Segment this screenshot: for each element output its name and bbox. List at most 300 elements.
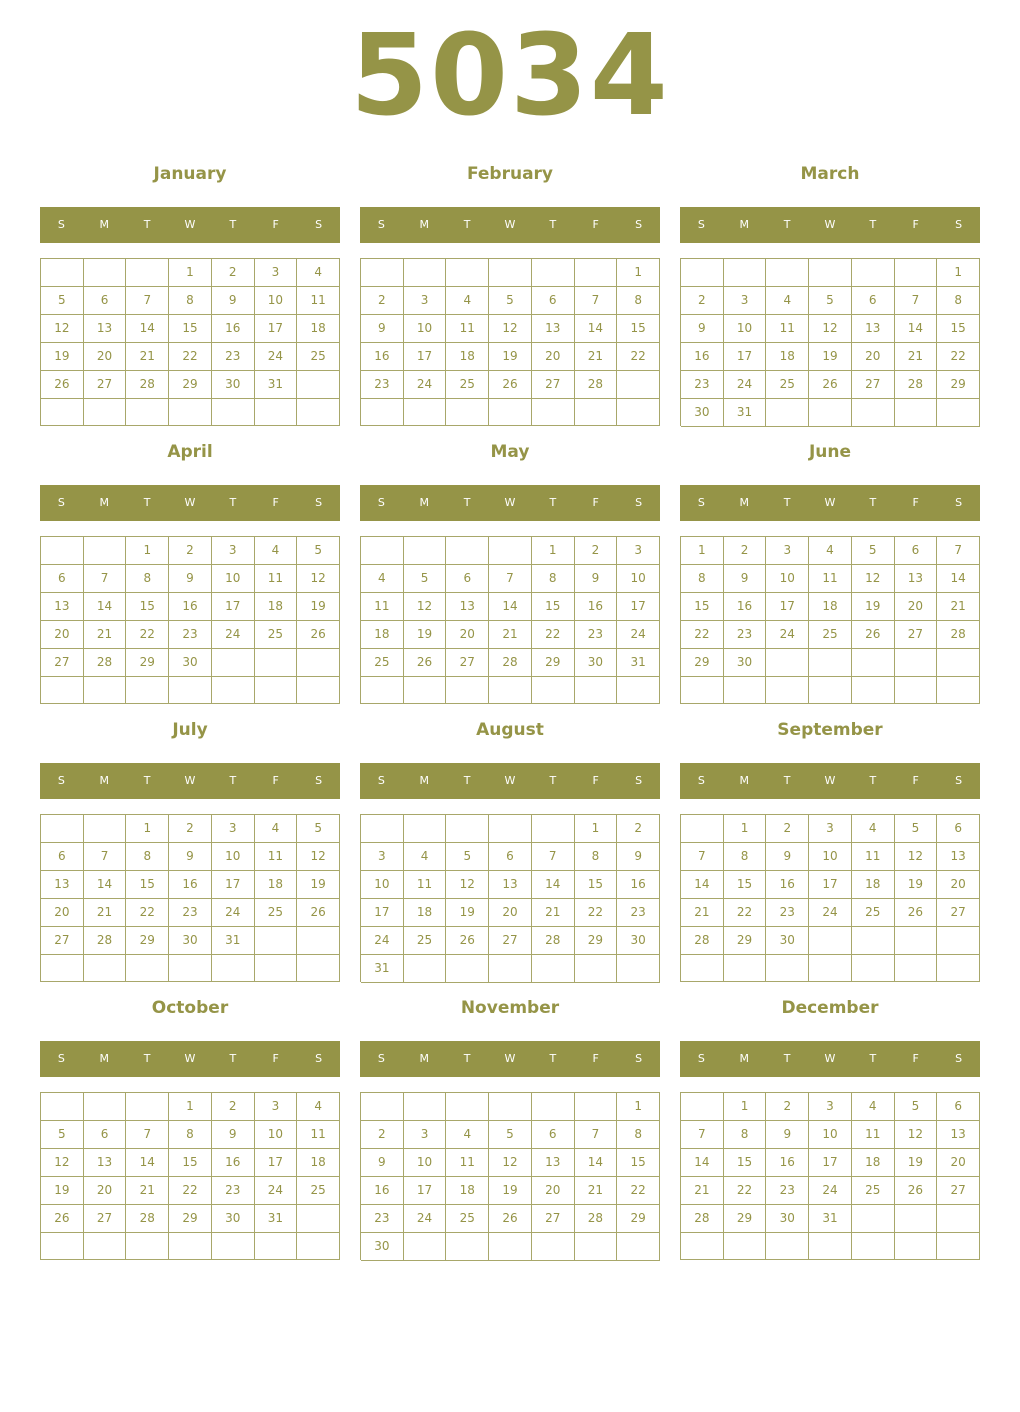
- day-cell: 22: [169, 1177, 212, 1205]
- empty-day-cell: [532, 815, 575, 843]
- weekday-label: S: [377, 496, 385, 509]
- day-cell: 26: [489, 1205, 532, 1233]
- day-cell: 21: [126, 1177, 169, 1205]
- day-cell: 10: [617, 565, 660, 593]
- day-cell: 3: [809, 815, 852, 843]
- day-cell: 25: [255, 899, 298, 927]
- day-cell: 25: [852, 899, 895, 927]
- day-cell: 13: [532, 1149, 575, 1177]
- day-cell: 21: [84, 899, 127, 927]
- day-cell: 18: [404, 899, 447, 927]
- day-cell: 20: [895, 593, 938, 621]
- month-october: [40, 994, 340, 1272]
- day-cell: 29: [937, 371, 980, 399]
- empty-day-cell: [895, 677, 938, 704]
- day-cell: 18: [809, 593, 852, 621]
- empty-day-cell: [766, 955, 809, 982]
- day-cell: 29: [126, 649, 169, 677]
- weekday-label: F: [912, 496, 919, 509]
- day-grid: [360, 258, 660, 426]
- weekday-header: [680, 763, 980, 799]
- day-cell: 15: [126, 871, 169, 899]
- day-cell: 8: [617, 287, 660, 315]
- month-july: [40, 716, 340, 994]
- day-cell: 8: [169, 287, 212, 315]
- weekday-label: S: [57, 496, 65, 509]
- day-cell: 19: [852, 593, 895, 621]
- day-cell: 23: [212, 343, 255, 371]
- day-cell: 18: [297, 315, 340, 343]
- day-cell: 4: [255, 537, 298, 565]
- empty-day-cell: [489, 537, 532, 565]
- empty-day-cell: [126, 955, 169, 982]
- day-cell: 22: [169, 343, 212, 371]
- day-cell: 2: [617, 815, 660, 843]
- weekday-label: T: [783, 496, 791, 509]
- weekday-label: T: [143, 1052, 151, 1065]
- day-cell: 4: [297, 1093, 340, 1121]
- day-cell: 5: [446, 843, 489, 871]
- day-grid: [40, 536, 340, 704]
- empty-day-cell: [126, 677, 169, 704]
- day-cell: 17: [724, 343, 767, 371]
- day-cell: 24: [809, 899, 852, 927]
- empty-day-cell: [617, 677, 660, 704]
- empty-day-cell: [126, 1233, 169, 1260]
- weekday-label: W: [824, 218, 836, 231]
- empty-day-cell: [169, 399, 212, 426]
- empty-day-cell: [724, 677, 767, 704]
- day-cell: 1: [724, 815, 767, 843]
- empty-day-cell: [937, 399, 980, 427]
- day-cell: 22: [532, 621, 575, 649]
- empty-day-cell: [809, 927, 852, 955]
- day-cell: 3: [766, 537, 809, 565]
- day-cell: 21: [575, 343, 618, 371]
- day-cell: 8: [126, 843, 169, 871]
- day-cell: 16: [361, 343, 404, 371]
- weekday-label: T: [549, 1052, 557, 1065]
- day-cell: 15: [937, 315, 980, 343]
- day-cell: 17: [404, 343, 447, 371]
- day-cell: 19: [446, 899, 489, 927]
- empty-day-cell: [575, 1233, 618, 1261]
- empty-day-cell: [681, 815, 724, 843]
- empty-day-cell: [84, 1093, 127, 1121]
- day-cell: 9: [766, 843, 809, 871]
- day-cell: 15: [169, 1149, 212, 1177]
- weekday-label: W: [824, 496, 836, 509]
- day-cell: 4: [446, 1121, 489, 1149]
- empty-day-cell: [937, 955, 980, 982]
- weekday-label: M: [99, 218, 110, 231]
- day-cell: 28: [681, 1205, 724, 1233]
- empty-day-cell: [404, 1233, 447, 1261]
- day-cell: 27: [84, 371, 127, 399]
- weekday-label: S: [315, 218, 323, 231]
- weekday-label: M: [739, 496, 750, 509]
- day-cell: 25: [446, 371, 489, 399]
- day-cell: 27: [937, 1177, 980, 1205]
- empty-day-cell: [617, 955, 660, 983]
- day-cell: 29: [681, 649, 724, 677]
- day-cell: 22: [724, 1177, 767, 1205]
- day-cell: 24: [617, 621, 660, 649]
- day-cell: 17: [809, 1149, 852, 1177]
- weekday-label: S: [697, 774, 705, 787]
- day-cell: 1: [532, 537, 575, 565]
- day-cell: 21: [84, 621, 127, 649]
- empty-day-cell: [766, 649, 809, 677]
- day-cell: 19: [895, 1149, 938, 1177]
- day-cell: 23: [169, 899, 212, 927]
- weekday-label: S: [315, 774, 323, 787]
- day-cell: 18: [446, 343, 489, 371]
- empty-day-cell: [361, 537, 404, 565]
- day-cell: 2: [361, 287, 404, 315]
- day-cell: 14: [575, 1149, 618, 1177]
- weekday-label: M: [739, 218, 750, 231]
- day-grid: [680, 1092, 980, 1260]
- day-cell: 4: [446, 287, 489, 315]
- month-name: March: [800, 164, 860, 184]
- day-cell: 15: [126, 593, 169, 621]
- month-name: August: [476, 720, 544, 740]
- empty-day-cell: [489, 677, 532, 704]
- weekday-header: [40, 207, 340, 243]
- day-grid: [680, 536, 980, 704]
- day-cell: 5: [41, 287, 84, 315]
- weekday-label: M: [419, 774, 430, 787]
- weekday-label: M: [739, 774, 750, 787]
- day-cell: 9: [361, 1149, 404, 1177]
- day-cell: 18: [446, 1177, 489, 1205]
- day-cell: 28: [937, 621, 980, 649]
- empty-day-cell: [255, 955, 298, 982]
- day-cell: 11: [361, 593, 404, 621]
- day-cell: 24: [404, 1205, 447, 1233]
- weekday-label: W: [504, 496, 516, 509]
- weekday-header: [680, 485, 980, 521]
- day-cell: 13: [937, 1121, 980, 1149]
- day-cell: 2: [361, 1121, 404, 1149]
- day-cell: 24: [255, 1177, 298, 1205]
- day-cell: 15: [617, 1149, 660, 1177]
- day-cell: 23: [361, 1205, 404, 1233]
- day-cell: 4: [404, 843, 447, 871]
- day-cell: 5: [809, 287, 852, 315]
- empty-day-cell: [852, 399, 895, 427]
- year-title: 5034: [350, 11, 670, 141]
- day-cell: 11: [297, 1121, 340, 1149]
- weekday-label: F: [592, 218, 599, 231]
- empty-day-cell: [41, 1093, 84, 1121]
- day-cell: 13: [895, 565, 938, 593]
- day-cell: 26: [297, 899, 340, 927]
- weekday-label: M: [99, 1052, 110, 1065]
- day-cell: 24: [212, 899, 255, 927]
- day-cell: 6: [937, 815, 980, 843]
- day-cell: 10: [255, 287, 298, 315]
- weekday-label: S: [57, 1052, 65, 1065]
- day-cell: 8: [937, 287, 980, 315]
- weekday-label: W: [504, 774, 516, 787]
- day-cell: 8: [724, 843, 767, 871]
- weekday-label: W: [504, 1052, 516, 1065]
- empty-day-cell: [532, 955, 575, 983]
- empty-day-cell: [404, 259, 447, 287]
- empty-day-cell: [895, 649, 938, 677]
- empty-day-cell: [809, 955, 852, 982]
- weekday-label: W: [504, 218, 516, 231]
- day-cell: 4: [255, 815, 298, 843]
- day-grid: [360, 536, 660, 704]
- day-cell: 7: [681, 843, 724, 871]
- day-cell: 29: [617, 1205, 660, 1233]
- day-cell: 15: [575, 871, 618, 899]
- day-cell: 13: [446, 593, 489, 621]
- day-cell: 22: [617, 343, 660, 371]
- day-cell: 12: [489, 315, 532, 343]
- weekday-label: T: [229, 496, 237, 509]
- empty-day-cell: [724, 1233, 767, 1260]
- weekday-label: M: [419, 1052, 430, 1065]
- day-cell: 20: [532, 1177, 575, 1205]
- empty-day-cell: [937, 1205, 980, 1233]
- day-cell: 5: [895, 1093, 938, 1121]
- day-cell: 16: [766, 1149, 809, 1177]
- day-cell: 9: [575, 565, 618, 593]
- weekday-label: T: [869, 218, 877, 231]
- weekday-label: T: [869, 496, 877, 509]
- empty-day-cell: [404, 677, 447, 704]
- day-cell: 6: [895, 537, 938, 565]
- empty-day-cell: [297, 1233, 340, 1260]
- month-march: [680, 160, 980, 438]
- empty-day-cell: [895, 1233, 938, 1260]
- day-cell: 28: [489, 649, 532, 677]
- empty-day-cell: [212, 955, 255, 982]
- empty-day-cell: [126, 259, 169, 287]
- day-cell: 5: [489, 1121, 532, 1149]
- day-cell: 27: [937, 899, 980, 927]
- weekday-label: F: [912, 218, 919, 231]
- day-cell: 27: [446, 649, 489, 677]
- empty-day-cell: [575, 399, 618, 426]
- weekday-label: T: [463, 496, 471, 509]
- day-cell: 30: [212, 1205, 255, 1233]
- day-cell: 30: [766, 927, 809, 955]
- day-cell: 14: [681, 1149, 724, 1177]
- day-cell: 25: [297, 343, 340, 371]
- day-cell: 16: [212, 315, 255, 343]
- month-name: December: [781, 998, 879, 1018]
- day-cell: 22: [617, 1177, 660, 1205]
- day-cell: 1: [126, 815, 169, 843]
- day-cell: 16: [575, 593, 618, 621]
- day-cell: 19: [489, 343, 532, 371]
- day-cell: 9: [169, 843, 212, 871]
- day-cell: 31: [724, 399, 767, 427]
- day-cell: 19: [297, 871, 340, 899]
- empty-day-cell: [126, 399, 169, 426]
- day-cell: 3: [404, 287, 447, 315]
- empty-day-cell: [361, 1093, 404, 1121]
- month-august: [360, 716, 660, 994]
- day-cell: 3: [255, 1093, 298, 1121]
- day-cell: 3: [724, 287, 767, 315]
- day-cell: 31: [617, 649, 660, 677]
- weekday-label: S: [635, 774, 643, 787]
- day-cell: 4: [297, 259, 340, 287]
- weekday-label: S: [955, 1052, 963, 1065]
- day-cell: 30: [617, 927, 660, 955]
- day-cell: 14: [937, 565, 980, 593]
- empty-day-cell: [937, 649, 980, 677]
- weekday-label: M: [99, 774, 110, 787]
- day-cell: 11: [404, 871, 447, 899]
- day-cell: 26: [446, 927, 489, 955]
- day-cell: 21: [681, 1177, 724, 1205]
- day-cell: 20: [937, 871, 980, 899]
- day-cell: 18: [255, 871, 298, 899]
- empty-day-cell: [169, 955, 212, 982]
- day-cell: 12: [404, 593, 447, 621]
- day-cell: 5: [41, 1121, 84, 1149]
- day-cell: 30: [169, 927, 212, 955]
- day-cell: 11: [255, 843, 298, 871]
- day-cell: 13: [41, 871, 84, 899]
- empty-day-cell: [84, 399, 127, 426]
- day-cell: 28: [84, 927, 127, 955]
- day-cell: 3: [212, 537, 255, 565]
- day-cell: 13: [84, 1149, 127, 1177]
- day-cell: 26: [41, 1205, 84, 1233]
- day-cell: 2: [169, 815, 212, 843]
- empty-day-cell: [255, 1233, 298, 1260]
- day-cell: 21: [895, 343, 938, 371]
- day-cell: 26: [895, 899, 938, 927]
- day-cell: 21: [937, 593, 980, 621]
- day-grid: [680, 814, 980, 982]
- day-cell: 22: [126, 621, 169, 649]
- day-cell: 25: [361, 649, 404, 677]
- month-november: [360, 994, 660, 1272]
- empty-day-cell: [84, 815, 127, 843]
- day-grid: [360, 1092, 660, 1260]
- empty-day-cell: [446, 677, 489, 704]
- day-cell: 12: [489, 1149, 532, 1177]
- empty-day-cell: [532, 1093, 575, 1121]
- day-cell: 19: [489, 1177, 532, 1205]
- empty-day-cell: [532, 259, 575, 287]
- day-cell: 6: [937, 1093, 980, 1121]
- empty-day-cell: [41, 677, 84, 704]
- day-cell: 8: [724, 1121, 767, 1149]
- day-cell: 10: [255, 1121, 298, 1149]
- day-cell: 3: [361, 843, 404, 871]
- day-cell: 18: [297, 1149, 340, 1177]
- empty-day-cell: [681, 677, 724, 704]
- empty-day-cell: [41, 537, 84, 565]
- day-cell: 26: [41, 371, 84, 399]
- day-cell: 6: [41, 565, 84, 593]
- day-cell: 23: [212, 1177, 255, 1205]
- day-cell: 4: [852, 815, 895, 843]
- day-cell: 12: [297, 565, 340, 593]
- day-cell: 28: [532, 927, 575, 955]
- empty-day-cell: [575, 955, 618, 983]
- day-cell: 6: [84, 1121, 127, 1149]
- month-february: [360, 160, 660, 438]
- day-cell: 28: [681, 927, 724, 955]
- day-cell: 24: [255, 343, 298, 371]
- day-cell: 28: [575, 1205, 618, 1233]
- day-cell: 15: [617, 315, 660, 343]
- empty-day-cell: [126, 1093, 169, 1121]
- empty-day-cell: [255, 927, 298, 955]
- empty-day-cell: [852, 649, 895, 677]
- weekday-label: T: [143, 774, 151, 787]
- month-december: [680, 994, 980, 1272]
- month-name: May: [490, 442, 530, 462]
- weekday-header: [360, 207, 660, 243]
- day-cell: 3: [255, 259, 298, 287]
- empty-day-cell: [575, 677, 618, 704]
- day-cell: 1: [617, 1093, 660, 1121]
- day-cell: 28: [895, 371, 938, 399]
- day-cell: 10: [724, 315, 767, 343]
- day-cell: 20: [41, 899, 84, 927]
- day-cell: 14: [575, 315, 618, 343]
- day-cell: 18: [255, 593, 298, 621]
- day-cell: 24: [404, 371, 447, 399]
- empty-day-cell: [766, 259, 809, 287]
- empty-day-cell: [681, 955, 724, 982]
- day-cell: 16: [361, 1177, 404, 1205]
- weekday-label: F: [592, 774, 599, 787]
- day-cell: 10: [361, 871, 404, 899]
- day-cell: 29: [724, 1205, 767, 1233]
- month-name: February: [466, 164, 554, 184]
- day-cell: 26: [297, 621, 340, 649]
- day-grid: [680, 258, 980, 426]
- day-cell: 11: [446, 1149, 489, 1177]
- weekday-label: T: [143, 218, 151, 231]
- day-cell: 25: [297, 1177, 340, 1205]
- day-cell: 10: [404, 315, 447, 343]
- day-cell: 7: [126, 1121, 169, 1149]
- weekday-header: [680, 207, 980, 243]
- day-cell: 2: [212, 259, 255, 287]
- weekday-label: T: [783, 1052, 791, 1065]
- day-cell: 23: [681, 371, 724, 399]
- day-cell: 2: [575, 537, 618, 565]
- day-cell: 20: [489, 899, 532, 927]
- day-cell: 18: [852, 871, 895, 899]
- empty-day-cell: [297, 677, 340, 704]
- empty-day-cell: [937, 677, 980, 704]
- day-cell: 6: [41, 843, 84, 871]
- day-cell: 23: [766, 899, 809, 927]
- day-cell: 7: [84, 565, 127, 593]
- empty-day-cell: [404, 815, 447, 843]
- day-cell: 20: [937, 1149, 980, 1177]
- weekday-label: F: [272, 774, 279, 787]
- empty-day-cell: [255, 649, 298, 677]
- day-cell: 27: [41, 927, 84, 955]
- month-name: June: [808, 442, 852, 462]
